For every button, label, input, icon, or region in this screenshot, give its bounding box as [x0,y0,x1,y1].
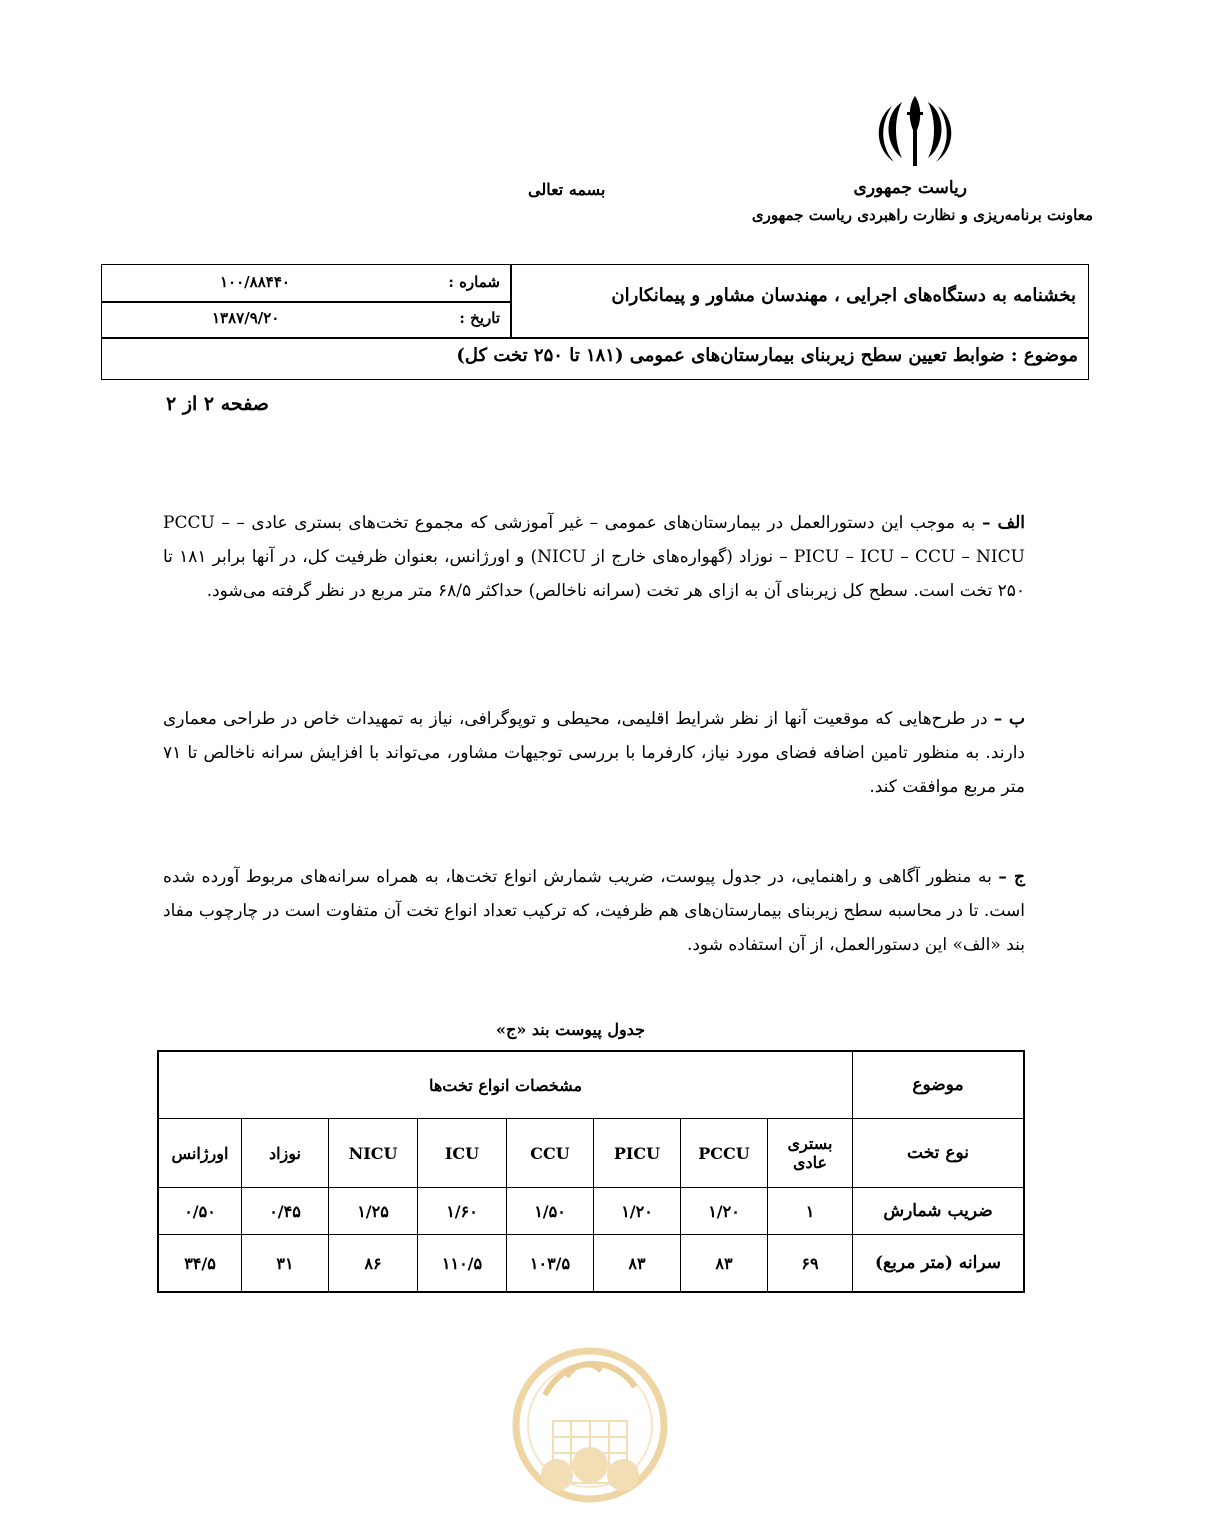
header-divider [510,265,512,337]
page-number: صفحه ۲ از ۲ [166,393,269,415]
letter-header-box [101,264,1089,380]
paragraph-be [163,702,1025,804]
column-header: نوزاد [242,1119,329,1188]
number-label: شماره : [448,273,500,291]
column-header: NICU [329,1119,418,1188]
spec-header: مشخصات انواع تخت‌ها [158,1051,853,1119]
table-cell: ۱/۲۰ [681,1188,768,1235]
table-cell: ۸۳ [594,1235,681,1293]
bed-types-table [157,1050,1025,1293]
row-label-coefficient: ضریب شمارش [853,1188,1025,1235]
org-name: ریاست جمهوری [853,178,967,198]
subject-header: موضوع [853,1051,1025,1119]
bed-type-header: نوع تخت [853,1119,1025,1188]
table-cell: ۱/۲۵ [329,1188,418,1235]
paragraph-alef [163,506,1025,608]
table-cell: ۱/۲۰ [594,1188,681,1235]
paragraph-lead: الف – [981,513,1025,533]
letter-subject: موضوع : ضوابط تعیین سطح زیربنای بیمارستان‌های عمومی (۱۸۱ تا ۲۵۰ تخت کل) [456,345,1078,366]
basmala: بسمه تعالی [528,180,606,199]
table-cell: ۳۱ [242,1235,329,1293]
table-cell: ۸۳ [681,1235,768,1293]
table-cell: ۰/۴۵ [242,1188,329,1235]
column-header: PICU [594,1119,681,1188]
column-header: CCU [507,1119,594,1188]
paragraph-lead: ج – [998,867,1025,887]
paragraph-text: به موجب این دستورالعمل در بیمارستان‌های عمومی – غیر آموزشی که مجموع تخت‌های بستری عادی – PCCU – PICU – ICU – CCU – NICU – نوزاد (گهواره‌های خارج از NICU) و اورژانس، بعنوان ظرفیت کل، در آنها برابر ۱۸۱ تا ۲۵۰ تخت است. سطح کل زیربنای آن به ازای هر تخت (سرانه ناخالص) حداکثر ۶۸/۵ متر مربع در نظر گرفته می‌شود. [163,513,1025,601]
column-header: PCCU [681,1119,768,1188]
row-label-area: سرانه (متر مربع) [853,1235,1025,1293]
paragraph-lead: ب – [993,709,1025,729]
column-header: بستری عادی [768,1119,853,1188]
paragraph-text: به منظور آگاهی و راهنمایی، در جدول پیوست، ضریب شمارش انواع تخت‌ها، به همراه سرانه‌های مربوط آورده شده است. تا در محاسبه سطح زیربنای بیمارستان‌های هم ظرفیت، که ترکیب تعداد انواع تخت آن متفاوت است در چارچوب مفاد بند «الف» این دستورالعمل، از آن استفاده شود. [163,867,1025,955]
table-cell: ۱۰۳/۵ [507,1235,594,1293]
column-header: اورژانس [158,1119,242,1188]
table-cell: ۱/۶۰ [418,1188,507,1235]
table-cell: ۰/۵۰ [158,1188,242,1235]
org-subtitle: معاونت برنامه‌ریزی و نظارت راهبردی ریاست جمهوری [751,206,1093,224]
table-cell: ۸۶ [329,1235,418,1293]
table-cell: ۶۹ [768,1235,853,1293]
header-divider [102,337,1088,339]
paragraph-text: در طرح‌هایی که موقعیت آنها از نظر شرایط اقلیمی، محیطی و توپوگرافی، نیاز به تمهیدات خاص در طراحی معماری دارند. به منظور تامین اضافه فضای مورد نیاز، کارفرما با بررسی توجیهات مشاور، می‌تواند با افزایش سرانه ناخالص تا ۷۱ متر مربع موافقت کند. [163,709,1025,797]
letter-number: ۱۰۰/۸۸۴۴۰ [220,273,290,291]
table-cell: ۱۱۰/۵ [418,1235,507,1293]
table-cell: ۳۴/۵ [158,1235,242,1293]
watermark-stamp-logo [505,1325,675,1523]
iran-emblem-logo [872,92,958,170]
letter-date: ۱۳۸۷/۹/۲۰ [212,309,280,327]
paragraph-jim [163,860,1025,962]
table-cell: ۱ [768,1188,853,1235]
table-cell: ۱/۵۰ [507,1188,594,1235]
column-header: ICU [418,1119,507,1188]
letter-recipients: بخشنامه به دستگاه‌های اجرایی ، مهندسان مشاور و پیمانکاران [611,285,1076,306]
table-title: جدول پیوست بند «ج» [496,1020,646,1039]
date-label: تاریخ : [459,309,500,327]
header-divider [102,301,510,303]
